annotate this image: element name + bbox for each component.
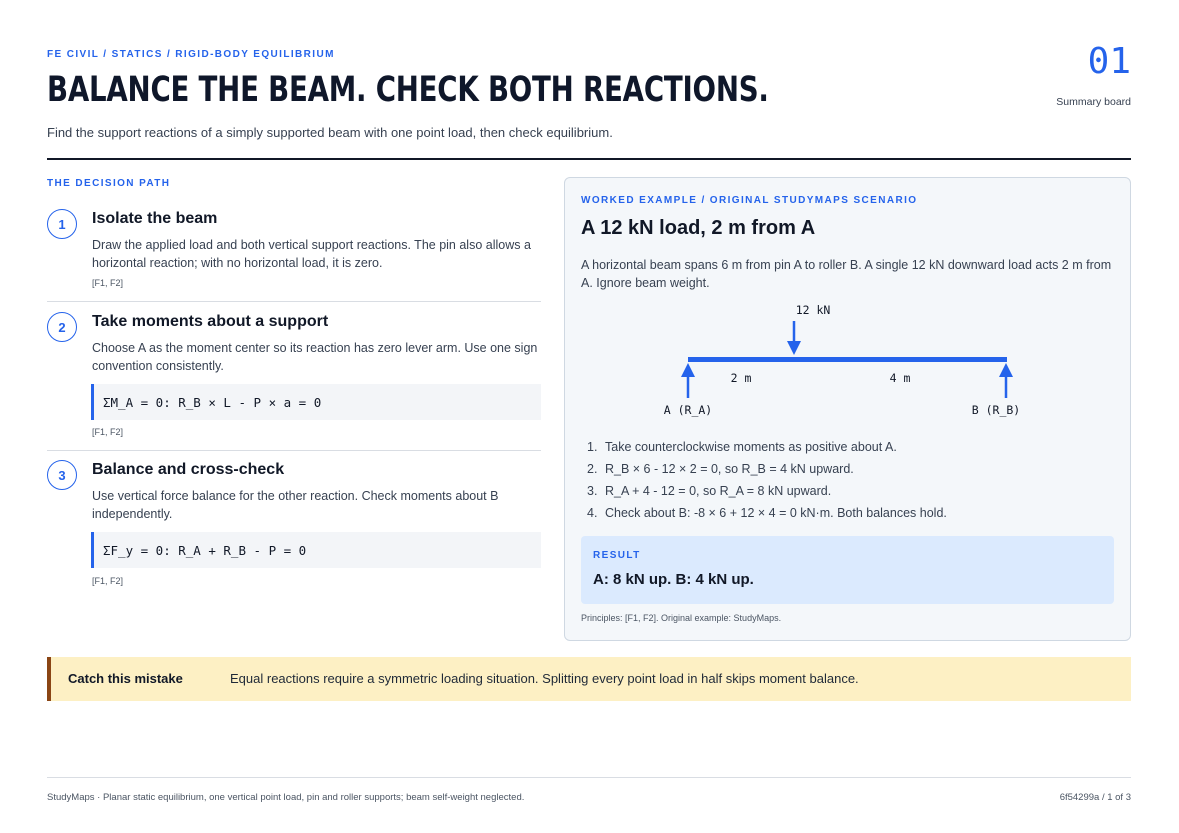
header-divider: [47, 158, 1131, 160]
mistake-label: Catch this mistake: [68, 671, 183, 686]
result-label: RESULT: [593, 550, 641, 561]
step-number-badge: 2: [47, 312, 77, 342]
mistake-text: Equal reactions require a symmetric loading situation. Splitting every point load in half skips moment balance.: [230, 671, 859, 686]
step-divider: [47, 450, 541, 451]
step-refs: [F1, F2]: [92, 278, 124, 288]
worked-example-eyebrow: WORKED EXAMPLE / ORIGINAL STUDYMAPS SCENARIO: [581, 195, 918, 206]
step-refs: [F1, F2]: [92, 576, 124, 586]
step-description: Use vertical force balance for the other reaction. Check moments about B independently.: [92, 489, 499, 521]
page-label: Summary board: [1056, 96, 1131, 108]
footer-divider: [47, 777, 1131, 778]
step-number-badge: 1: [47, 209, 77, 239]
list-item: 3. R_A + 4 - 12 = 0, so R_A = 8 kN upward.: [587, 484, 832, 498]
step-description: Choose A as the moment center so its reaction has zero lever arm. Use one sign convention consistently.: [92, 341, 538, 373]
support-b-label: B (R_B): [971, 403, 1021, 417]
support-a-label: A (R_A): [663, 403, 713, 417]
support-a-arrow-icon: [681, 363, 695, 398]
worked-example-panel: [564, 177, 1131, 641]
result-text: A: 8 kN up. B: 4 kN up.: [593, 571, 754, 588]
footer-page-id: 6f54299a / 1 of 3: [1059, 792, 1131, 803]
step-divider: [47, 301, 541, 302]
beam: [688, 357, 1007, 362]
mistake-callout: [47, 657, 1131, 701]
list-item: 1. Take counterclockwise moments as positive about A.: [587, 440, 897, 454]
support-b-arrow-icon: [999, 363, 1013, 398]
worked-example-footnote: Principles: [F1, F2]. Original example: StudyMaps.: [581, 613, 782, 623]
page-number: 01: [1087, 41, 1131, 82]
list-item-text: R_B × 6 - 12 × 2 = 0, so R_B = 4 kN upward.: [605, 462, 854, 476]
worked-example-description: A horizontal beam spans 6 m from pin A to roller B. A single 12 kN downward load acts 2 m from A. Ignore beam weight.: [581, 258, 1112, 290]
list-item: 4. Check about B: -8 × 6 + 12 × 4 = 0 kN·m. Both balances hold.: [587, 506, 947, 520]
decision-path-heading: THE DECISION PATH: [47, 178, 171, 189]
step-number-badge: 3: [47, 460, 77, 490]
page-subtitle: Find the support reactions of a simply supported beam with one point load, then check equilibrium.: [47, 125, 613, 140]
page-title: BALANCE THE BEAM. CHECK BOTH REACTIONS.: [47, 70, 769, 110]
worked-example-title: A 12 kN load, 2 m from A: [581, 217, 816, 239]
header-eyebrow: FE CIVIL / STATICS / RIGID-BODY EQUILIBRIUM: [47, 49, 335, 60]
step-formula: ΣM_A = 0: R_B × L - P × a = 0: [91, 384, 541, 420]
list-item-text: Take counterclockwise moments as positive about A.: [605, 440, 897, 454]
step-formula: ΣF_y = 0: R_A + R_B - P = 0: [91, 532, 541, 568]
beam-diagram: [565, 298, 1130, 423]
step-title: Isolate the beam: [92, 210, 218, 227]
load-arrow-icon: [787, 321, 801, 355]
step-title: Take moments about a support: [92, 313, 329, 330]
load-label: 12 kN: [795, 303, 831, 317]
result-box: [581, 536, 1114, 604]
span-left-label: 2 m: [730, 371, 752, 385]
list-item-text: Check about B: -8 × 6 + 12 × 4 = 0 kN·m. Both balances hold.: [605, 506, 947, 520]
step-description: Draw the applied load and both vertical support reactions. The pin also allows a horizontal reaction; with no horizontal load, it is zero.: [92, 238, 531, 270]
span-right-label: 4 m: [889, 371, 911, 385]
step-title: Balance and cross-check: [92, 461, 285, 478]
step-refs: [F1, F2]: [92, 427, 124, 437]
worked-example-steps: [581, 436, 1121, 524]
list-item-text: R_A + 4 - 12 = 0, so R_A = 8 kN upward.: [605, 484, 832, 498]
footer-note: StudyMaps · Planar static equilibrium, one vertical point load, pin and roller supports; beam self-weight neglected.: [47, 792, 525, 803]
list-item: 2. R_B × 6 - 12 × 2 = 0, so R_B = 4 kN upward.: [587, 462, 854, 476]
